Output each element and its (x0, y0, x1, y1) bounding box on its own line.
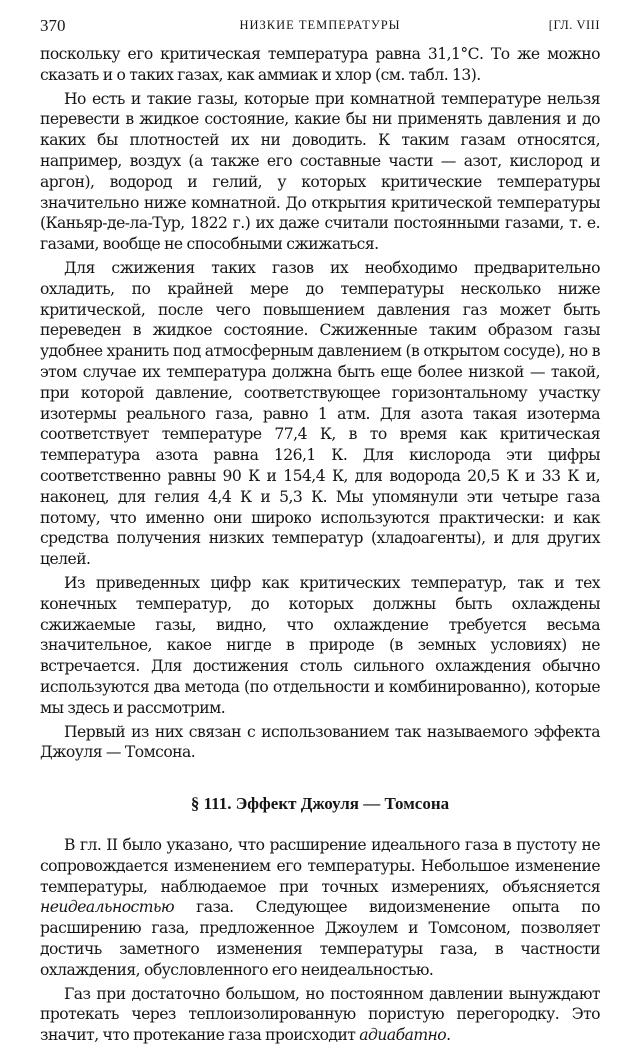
chapter-label: [ГЛ. VIII (548, 18, 600, 32)
paragraph-permanent-gases: Но есть и такие газы, которые при комнатной температуре нельзя перевести в жидкое состояние, какие бы ни применять давления и до каких бы плотностей их ни доводить. К таким газам относятся, например, воздух (а также его составные части — азот, кислород и аргон), водород и гелий, у которых критические температуры значительно ниже комнатной. До открытия критической температуры (Каньяр-де-ла-Тур, 1822 г.) их даже считали постоянными газами, т. е. газами, вообще не способными сжижаться. (40, 89, 600, 254)
italic-term: неидеальностью (40, 898, 175, 917)
italic-term: адиабатно (359, 1026, 447, 1045)
running-title: НИЗКИЕ ТЕМПЕРАТУРЫ (239, 18, 401, 32)
page-header (40, 14, 600, 38)
paragraph-porous-plug (40, 984, 600, 1046)
text-segment: Газ при достаточно большом, но постоянном давлении вынуждают протекать через теплоизолированную пористую перегородку. Это значит, что протекание газа происходит (40, 984, 600, 1045)
paragraph-continuation: поскольку его критическая температура равна 31,1°С. То же можно сказать и о таких газах, как аммиак и хлор (см. табл. 13). (40, 45, 600, 84)
text-segment: газа. Следующее видоизменение опыта по расширению газа, предложенное Джоулем и Томсоном, позволяет достичь заметного изменения температуры газа, в частности охлаждения, обусловленного его неидеальностью. (40, 898, 600, 979)
page-number: 370 (40, 16, 66, 35)
text-segment: . (446, 1026, 451, 1045)
paragraph-first-method: Первый из них связан с использованием так называемого эффекта Джоуля — Томсона. (40, 722, 600, 762)
paragraph-cooling-methods: Из приведенных цифр как критических температур, так и тех конечных температур, до которых должны быть охлаждены сжижаемые газы, видно, что охлаждение требуется весьма значительное, какое нигде в природе (в земных условиях) не встречается. Для достижения столь сильного охлаждения обычно используются два метода (по отдельности и комбинированно), которые мы здесь и рассмотрим. (40, 573, 600, 717)
page-body (40, 44, 600, 1046)
section-heading: § 111. Эффект Джоуля — Томсона (190, 794, 450, 814)
text-segment: В гл. II было указано, что расширение идеального газа в пустоту не сопровождается изменением его температуры. Небольшое изменение температуры, наблюдаемое при точных измерениях, объясняется (40, 836, 600, 896)
paragraph-liquefaction: Для сжижения таких газов их необходимо предварительно охладить, по крайней мере до температуры несколько ниже критической, после чего повышением давления газ может быть переведен в жидкое состояние. Сжиженные таким образом газы удобнее хранить под атмосферным давлением (в открытом сосуде), но в этом случае их температура должна быть еще более низкой — такой, при которой давление, соответствующее горизонтальному участку изотермы реального газа, равно 1 атм. Для азота такая изотерма соответствует температуре 77,4 К, в то время как критическая температура азота равна 126,1 К. Для кислорода эти цифры соответственно равны 90 К и 154,4 К, для водорода 20,5 К и 33 К и, наконец, для гелия 4,4 К и 5,3 К. Мы упомянули эти четыре газа потому, что именно они широко используются практически: и как средства получения низких температур (хладоагенты), и для других целей. (40, 258, 600, 569)
paragraph-ideal-gas-expansion (40, 835, 600, 981)
